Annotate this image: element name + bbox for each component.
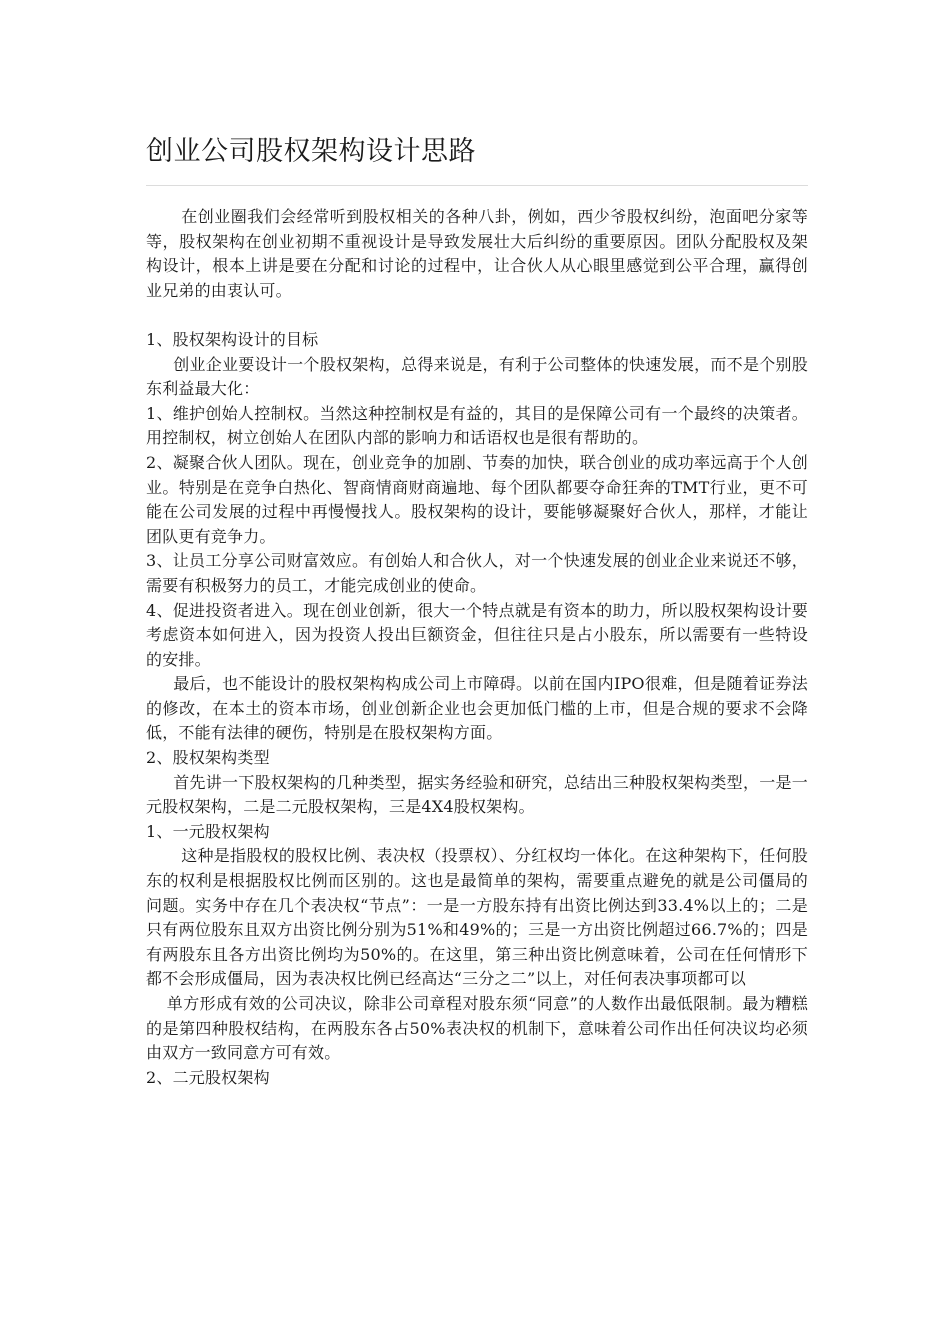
intro-paragraph: 在创业圈我们会经常听到股权相关的各种八卦，例如，西少爷股权纠纷，泡面吧分家等等，股权架构在创业初期不重视设计是导致发展壮大后纠纷的重要原因。团队分配股权及架构设计，根本上讲是要在分配和讨论的过程中，让合伙人从心眼里感觉到公平合理，赢得创业兄弟的由衷认可。 xyxy=(146,207,808,300)
goal-item-3: 3、让员工分享公司财富效应。有创始人和合伙人，对一个快速发展的创业企业来说还不够，需要有积极努力的员工，才能完成创业的使命。 xyxy=(146,551,808,595)
title-divider xyxy=(146,185,808,186)
document-body xyxy=(146,205,808,1090)
section-heading-goals: 1、股权架构设计的目标 xyxy=(146,329,319,349)
types-intro-paragraph: 首先讲一下股权架构的几种类型，据实务经验和研究，总结出三种股权架构类型，一是一元股权架构，二是二元股权架构，三是4X4股权架构。 xyxy=(146,772,808,817)
section-heading-types: 2、股权架构类型 xyxy=(146,748,270,768)
subheading-dual: 2、二元股权架构 xyxy=(146,1067,270,1087)
goal-item-4: 4、促进投资者进入。现在创业创新，很大一个特点就是有资本的助力，所以股权架构设计要考虑资本如何进入，因为投资人投出巨额资金，但往往只是占小股东，所以需要有一些特设的安排。 xyxy=(146,600,808,669)
goals-intro-paragraph: 创业企业要设计一个股权架构，总得来说是，有利于公司整体的快速发展，而不是个别股东利益最大化： xyxy=(146,354,808,399)
subheading-unitary: 1、一元股权架构 xyxy=(146,821,270,841)
goals-final-paragraph: 最后，也不能设计的股权架构构成公司上市障碍。以前在国内IPO很难，但是随着证券法的修改，在本土的资本市场，创业创新企业也会更加低门槛的上市，但是合规的要求不会降低，不能有法律的硬伤，特别是在股权架构方面。 xyxy=(146,674,808,743)
unitary-continued-paragraph: 单方形成有效的公司决议，除非公司章程对股东须“同意”的人数作出最低限制。最为糟糕的是第四种股权结构，在两股东各占50%表决权的机制下，意味着公司作出任何决议均必须由双方一致同意方可有效。 xyxy=(146,994,808,1063)
goal-item-2: 2、凝聚合伙人团队。现在，创业竞争的加剧、节奏的加快，联合创业的成功率远高于个人创业。特别是在竞争白热化、智商情商财商遍地、每个团队都要夺命狂奔的TMT行业，更不可能在公司发展的过程中再慢慢找人。股权架构的设计，要能够凝聚好合伙人，那样，才能让团队更有竞争力。 xyxy=(146,452,808,546)
blank-line xyxy=(146,303,808,328)
page-title: 创业公司股权架构设计思路 xyxy=(146,136,476,167)
goal-item-1: 1、维护创始人控制权。当然这种控制权是有益的，其目的是保障公司有一个最终的决策者。用控制权，树立创始人在团队内部的影响力和话语权也是很有帮助的。 xyxy=(146,403,808,448)
unitary-paragraph: 这种是指股权的股权比例、表决权（投票权）、分红权均一体化。在这种架构下，任何股东的权利是根据股权比例而区别的。这也是最简单的架构，需要重点避免的就是公司僵局的问题。实务中存在几个表决权“节点”：一是一方股东持有出资比例达到33.4%以上的；二是只有两位股东且双方出资比例分别为51%和49%的；三是一方出资比例超过66.7%的；四是有两股东且各方出资比例均为50%的。在这里，第三种出资比例意味着，公司在任何情形下都不会形成僵局，因为表决权比例已经高达“三分之二”以上，对任何表决事项都可以 xyxy=(146,846,808,989)
